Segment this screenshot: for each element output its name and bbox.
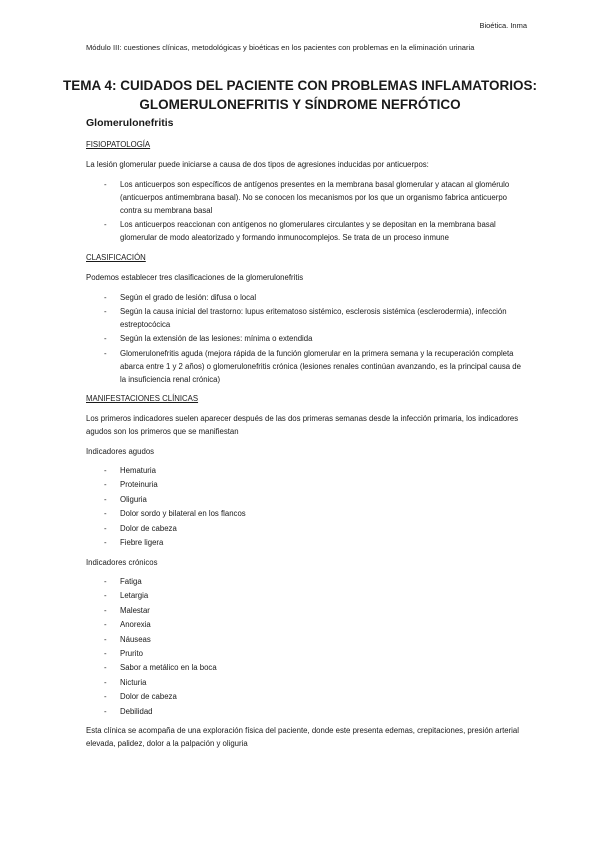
clasificacion-title: CLASIFICACIÓN [86, 252, 146, 262]
list-item: - Oliguria [86, 494, 526, 507]
fisiopatologia-title: FISIOPATOLOGÍA [86, 139, 151, 149]
header-module: Módulo III: cuestiones clínicas, metodológicas y bioéticas en los pacientes con problemas en la eliminación urinaria [86, 43, 475, 52]
list-item: - Anorexia [86, 619, 526, 632]
agudos-list [86, 465, 526, 550]
list-item: - Según la extensión de las lesiones: mínima o extendida [86, 333, 526, 346]
list-item: - Dolor sordo y bilateral en los flancos [86, 508, 526, 521]
list-item: - Proteinuria [86, 479, 526, 492]
list-item: - Fatiga [86, 576, 526, 589]
agudos-title: Indicadores agudos [86, 447, 155, 457]
fisiopatologia-intro: La lesión glomerular puede iniciarse a causa de dos tipos de agresiones inducidas por anticuerpos: [86, 159, 429, 169]
list-item: - Los anticuerpos reaccionan con antígenos no glomerulares circulantes y se depositan en la membrana basal glomerular de modo aleatorizado y formando inmunocomplejos. Se trata de un proceso inmune [86, 219, 526, 245]
clasificacion-intro: Podemos establecer tres clasificaciones de la glomerulonefritis [86, 272, 304, 282]
list-item: - Malestar [86, 605, 526, 618]
manifestaciones-intro: Los primeros indicadores suelen aparecer después de las dos primeras semanas desde la infección primaria, los indicadores agudos son los primeros que se manifiestan [86, 414, 519, 437]
clasificacion-list [86, 292, 526, 387]
list-item: - Según el grado de lesión: difusa o local [86, 292, 526, 305]
list-item: - Hematuria [86, 465, 526, 478]
page-title-line1: TEMA 4: CUIDADOS DEL PACIENTE CON PROBLEMAS INFLAMATORIOS: [62, 78, 537, 93]
cronicos-title: Indicadores crónicos [86, 557, 158, 567]
list-item: - Dolor de cabeza [86, 691, 526, 704]
list-item: - Debilidad [86, 706, 526, 719]
header-author: Bioética. Inma [479, 21, 527, 30]
list-item: - Glomerulonefritis aguda (mejora rápida de la función glomerular en la primera semana y la recuperación completa abarca entre 1 y 2 años) o glomerulonefritis crónica (lesiones renales continúan avanzando, es la principal causa de la insuficiencia renal crónica) [86, 348, 526, 387]
list-item: - Según la causa inicial del trastorno: lupus eritematoso sistémico, esclerosis sistémica (esclerodermia), infección estreptocócica [86, 306, 526, 332]
fisiopatologia-list [86, 179, 526, 245]
page-title-line2: GLOMERULONEFRITIS Y SÍNDROME NEFRÓTICO [139, 97, 461, 112]
list-item: - Los anticuerpos son específicos de antígenos presentes en la membrana basal glomerular y atacan al glomérulo (anticuerpos antimembrana basal). No se conocen los mecanismos por los que un organismo fabrica anticuerpo contra su membrana basal [86, 179, 526, 218]
list-item: - Nicturia [86, 677, 526, 690]
list-item: - Sabor a metálico en la boca [86, 662, 526, 675]
list-item: - Letargia [86, 590, 526, 603]
cronicos-list [86, 576, 526, 719]
section-heading: Glomerulonefritis [86, 117, 174, 129]
list-item: - Prurito [86, 648, 526, 661]
page-title [60, 76, 540, 114]
list-item: - Náuseas [86, 634, 526, 647]
list-item: - Dolor de cabeza [86, 523, 526, 536]
manifestaciones-title: MANIFESTACIONES CLÍNICAS [86, 394, 199, 404]
closing-paragraph: Esta clínica se acompaña de una exploración física del paciente, donde este presenta edemas, crepitaciones, presión arterial elevada, palidez, dolor a la palpación y oliguria [86, 726, 519, 749]
document-body [86, 117, 526, 758]
list-item: - Fiebre ligera [86, 537, 526, 550]
